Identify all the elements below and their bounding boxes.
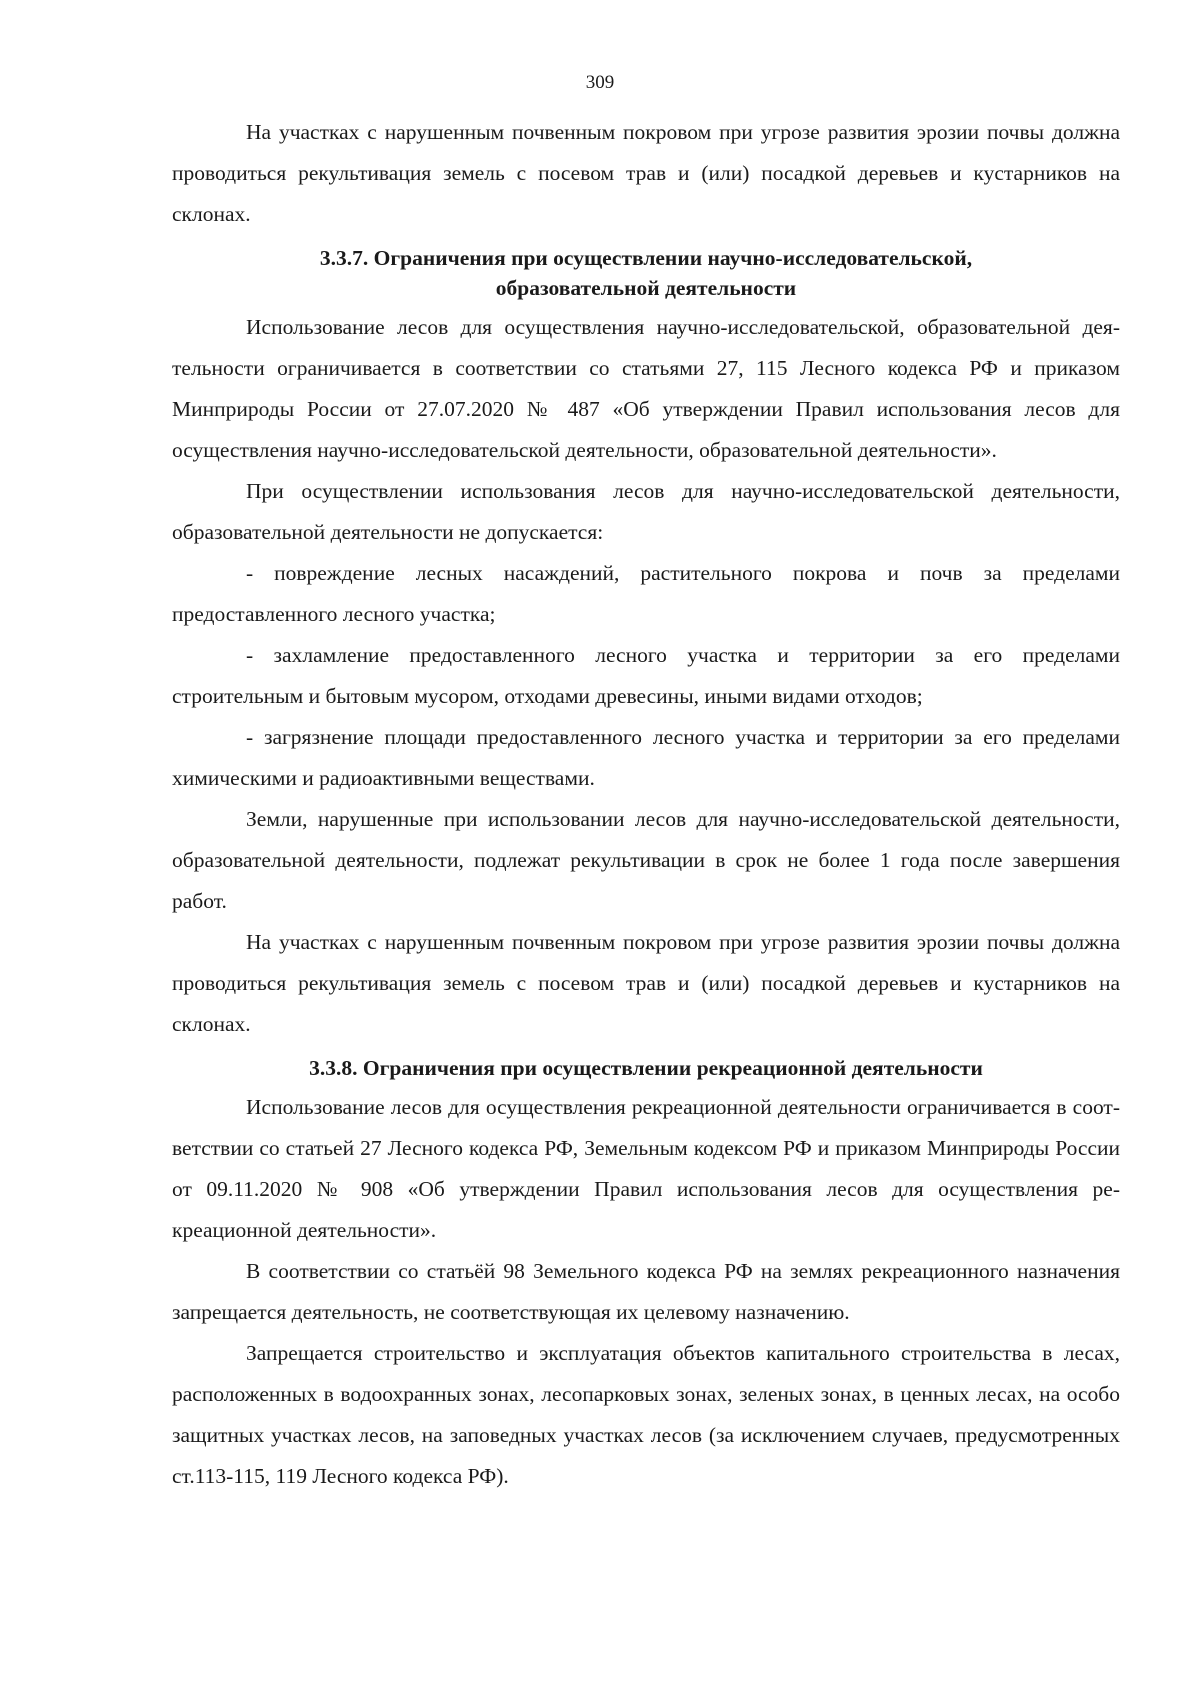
section-heading-3-3-7-line-2: образовательной деятельности [495,276,797,300]
section-heading-3-3-7-line-1: 3.3.7. Ограничения при осуществлении научно-исследовательской, [319,246,973,270]
list-item-littering: - захламление предоставленного лесного участка и территории за его пределами строительным и бытовым мусором, отходами древесины, иными видами отходов; [172,643,1120,708]
paragraph-construction-ban: Запрещается строительство и эксплуатация объектов капитального строительства в лесах, расположенных в водоохранных зонах, лесопарковых зонах, зеленых зонах, в ценных лесах, на особо защитных участках лесов, на заповедных участках лесов (за исключением случаев, предусмотренных ст.113-115, 119 Лесного кодекса РФ). [172,1341,1120,1488]
paragraph-erosion-2: На участках с нарушенным почвенным покровом при угрозе развития эрозии почвы должна проводиться рекультивация земель с посевом трав и (или) посадкой деревьев и кустарников на склонах. [172,930,1120,1036]
paragraph-land-code: В соответствии со статьёй 98 Земельного кодекса РФ на землях рекреационного назначения запрещается деятельность, не соответствующая их целевому назначению. [172,1259,1120,1324]
section-heading-3-3-7 [172,243,1120,303]
section-heading-3-3-8: 3.3.8. Ограничения при осуществлении рекреационной деятельности [309,1056,983,1080]
paragraph-not-allowed: При осуществлении использования лесов для научно-исследовательской деятельности, образовательной деятельности не допускается: [172,479,1120,544]
page-content [172,112,1120,1497]
list-item-damage: - повреждение лесных насаждений, растительного покрова и почв за пределами предоставленного лесного участка; [172,561,1120,626]
paragraph-research-usage: Использование лесов для осуществления научно-исследовательской, образовательной деятельности ограничивается в соответствии со статьями 27, 115 Лесного кодекса РФ и приказом Минприроды России от 27.07.2020 № 487 «Об утверждении Правил использования лесов для осуществления научно-исследовательской деятельности, образовательной деятельности». [172,315,1120,462]
paragraph-erosion-1: На участках с нарушенным почвенным покровом при угрозе развития эрозии почвы должна проводиться рекультивация земель с посевом трав и (или) посадкой деревьев и кустарников на склонах. [172,120,1120,226]
page-number: 309 [585,72,615,93]
list-item-pollution: - загрязнение площади предоставленного лесного участка и территории за его пределами химическими и радиоактивными веществами. [172,725,1120,790]
paragraph-recreation-usage: Использование лесов для осуществления рекреационной деятельности ограничивается в соответствии со статьей 27 Лесного кодекса РФ, Земельным кодексом РФ и приказом Минприроды России от 09.11.2020 № 908 «Об утверждении Правил использования лесов для осуществления рекреационной деятельности». [172,1095,1120,1242]
paragraph-reclamation: Земли, нарушенные при использовании лесов для научно-исследовательской деятельности, образовательной деятельности, подлежат рекультивации в срок не более 1 года после завершения работ. [172,807,1120,913]
